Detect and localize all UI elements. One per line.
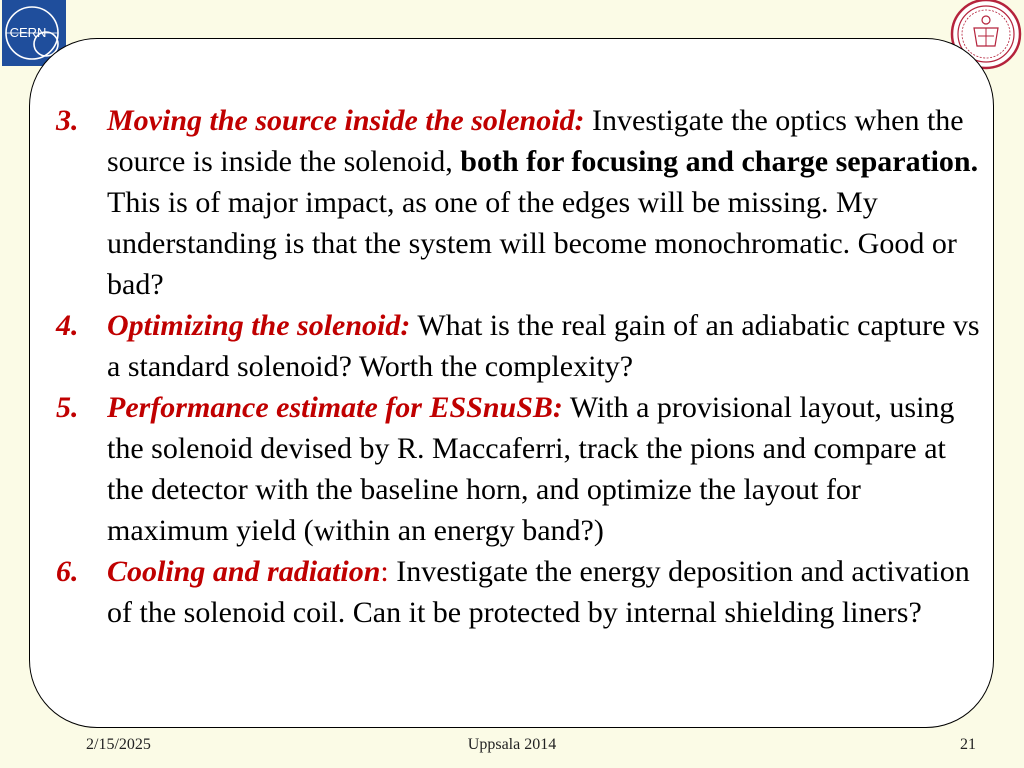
item-number: 5. <box>56 391 79 424</box>
item-heading: Moving the source inside the solenoid: <box>107 104 585 137</box>
page-number: 21 <box>960 736 976 753</box>
cern-logo-text: CERN <box>9 25 47 40</box>
item-heading: Performance estimate for ESSnuSB: <box>107 391 563 424</box>
item-number: 4. <box>56 309 79 342</box>
item-body <box>107 100 986 305</box>
item-body <box>107 551 986 633</box>
list-item <box>56 551 986 633</box>
item-heading-colon: : <box>380 555 389 588</box>
item-text: With a provisional layout, using the solenoid devised by R. Maccaferri, track the pions and compare at the detector with the baseline horn, and optimize the layout for maximum yield (within an energy band?) <box>107 391 955 547</box>
item-list <box>56 100 986 633</box>
list-item <box>56 100 986 305</box>
item-text: This is of major impact, as one of the edges will be missing. My understanding is that the system will become monochromatic. Good or bad? <box>107 186 957 301</box>
item-number: 6. <box>56 555 79 588</box>
item-bold-text: both for focusing and charge separation. <box>460 145 979 178</box>
item-body <box>107 305 986 387</box>
list-item <box>56 387 986 551</box>
item-text: Investigate the optics when the source is inside the solenoid, <box>107 104 964 178</box>
item-text: What is the real gain of an adiabatic capture vs a standard solenoid? Worth the complexity? <box>107 309 980 383</box>
list-item <box>56 305 986 387</box>
item-heading: Cooling and radiation <box>107 555 381 588</box>
item-heading: Optimizing the solenoid: <box>107 309 411 342</box>
footer-date: 2/15/2025 <box>86 736 151 753</box>
item-text: Investigate the energy deposition and activation of the solenoid coil. Can it be protected by internal shielding liners? <box>107 555 970 629</box>
footer-title: Uppsala 2014 <box>467 736 557 753</box>
item-body <box>107 387 986 551</box>
item-number: 3. <box>56 104 79 137</box>
